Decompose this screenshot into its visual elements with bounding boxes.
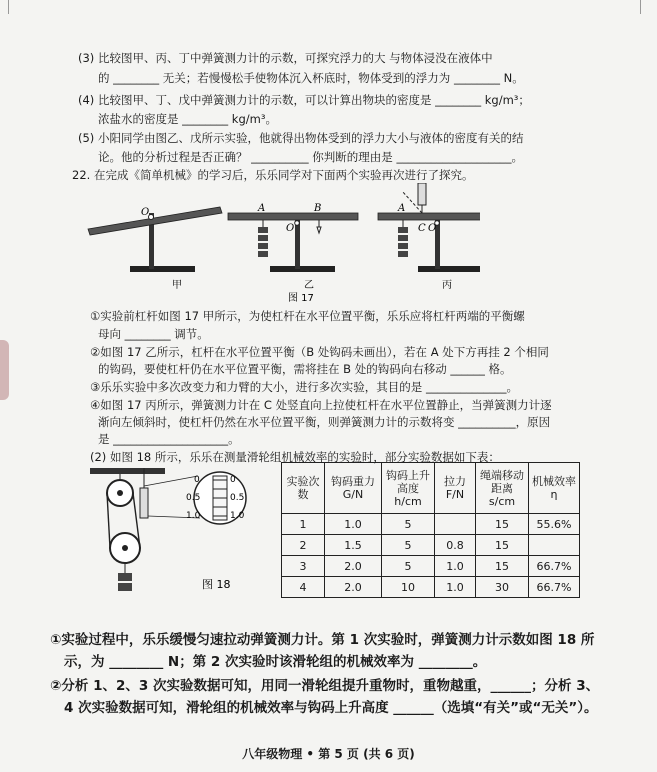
q22-intro: 22. 在完成《简单机械》的学习后，乐乐同学对下面两个实验再次进行了探究。 — [72, 168, 474, 182]
table-cell: 55.6% — [529, 514, 580, 535]
pivot-o-yi: O — [286, 223, 295, 234]
figure-17-caption: 图 17 — [288, 293, 314, 303]
table-cell: 15 — [476, 556, 529, 577]
corner-mark-left — [8, 0, 19, 14]
scale-05-right: 0.5 — [230, 493, 245, 503]
page-footer: 八年级物理 • 第 5 页 (共 6 页) — [242, 747, 415, 761]
q3-line1: (3) 比较图甲、丙、丁中弹簧测力计的示数，可探究浮力的大 与物体浸没在液体中 — [78, 51, 493, 65]
table-cell: 1.0 — [435, 556, 476, 577]
pivot-o-bing: O — [428, 223, 437, 234]
pivot-o-jia: O — [141, 207, 150, 218]
scale-10: 1.0 — [186, 511, 201, 521]
table-row — [282, 514, 580, 535]
header-cell: 实验次数 — [282, 463, 325, 514]
table-cell: 66.7% — [529, 556, 580, 577]
label-jia: 甲 — [172, 280, 182, 291]
scale-05: 0.5 — [186, 493, 201, 503]
q22-p1-line2: 母向 ________ 调节。 — [98, 327, 209, 341]
header-cell: 拉力 F/N — [435, 463, 476, 514]
table-cell: 1 — [282, 514, 325, 535]
table-cell: 30 — [476, 577, 529, 598]
table-cell: 1.0 — [325, 514, 382, 535]
table-cell: 1.0 — [435, 577, 476, 598]
table-cell: 2.0 — [325, 577, 382, 598]
q3-line2: 的 ________ 无关；若慢慢松手使物体沉入杯底时，物体受到的浮力为 ________ N。 — [98, 71, 524, 85]
table-cell: 1.5 — [325, 535, 382, 556]
table-cell — [435, 514, 476, 535]
point-a-bing: A — [398, 203, 406, 214]
q5-line1: (5) 小阳同学由图乙、戊所示实验，他就得出物体受到的浮力大小与液体的密度有关的结 — [78, 131, 524, 145]
q22-p2-line1: ②如图 17 乙所示，杠杆在水平位置平衡（B 处钩码未画出），若在 A 处下方再挂 2 个相同 — [90, 345, 549, 359]
q22-b2-line1: ②分析 1、2、3 次实验数据可知，用同一滑轮组提升重物时，重物越重，______；分析 3、 — [50, 678, 600, 694]
table-cell: 66.7% — [529, 577, 580, 598]
q22-p2-line2: 的钩码，要使杠杆仍在水平位置平衡，需将挂在 B 处的钩码向右移动 ______ 格。 — [98, 362, 512, 376]
q4-line1: (4) 比较图甲、丁、戊中弹簧测力计的示数，可以计算出物块的密度是 ________ kg/m³； — [78, 93, 530, 107]
table-cell: 15 — [476, 535, 529, 556]
header-cell: 钩码上升高度 h/cm — [382, 463, 435, 514]
header-cell: 机械效率 η — [529, 463, 580, 514]
scale-10-right: 1.0 — [230, 511, 245, 521]
point-b-yi: B — [314, 203, 322, 214]
q22-p3: ③乐乐实验中多次改变力和力臂的大小，进行多次实验，其目的是 ______________。 — [90, 380, 518, 394]
table-row — [282, 577, 580, 598]
lever-bing — [378, 183, 480, 272]
corner-mark-right — [640, 0, 651, 14]
figure-17 — [80, 183, 480, 303]
scale-0-right: 0 — [230, 475, 236, 485]
header-cell: 钩码重力 G/N — [325, 463, 382, 514]
q22-p4-line3: 是 ____________________。 — [98, 432, 240, 446]
q22-b1-line2: 示，为 ________ N；第 2 次实验时该滑轮组的机械效率为 ________。 — [64, 654, 487, 670]
table-cell: 10 — [382, 577, 435, 598]
lever-yi — [228, 203, 358, 272]
table-cell: 4 — [282, 577, 325, 598]
q22-b2-line2: 4 次实验数据可知，滑轮组的机械效率与钩码上升高度 ______（选填“有关”或“无关”）。 — [64, 700, 598, 716]
table-cell: 0.8 — [435, 535, 476, 556]
q22-p1-line1: ①实验前杠杆如图 17 甲所示，为使杠杆在水平位置平衡，乐乐应将杠杆两端的平衡螺 — [90, 309, 525, 323]
page-edge-shadow — [0, 340, 9, 400]
table-cell: 2 — [282, 535, 325, 556]
table-cell: 3 — [282, 556, 325, 577]
label-bing: 丙 — [442, 280, 452, 291]
q5-line2: 论。他的分析过程是否正确？ __________ 你判断的理由是 ____________________。 — [98, 150, 523, 164]
table-cell: 5 — [382, 556, 435, 577]
scale-0: 0 — [194, 475, 200, 485]
point-c-bing: C — [418, 223, 426, 234]
table-cell: 2.0 — [325, 556, 382, 577]
q22-b1-line1: ①实验过程中，乐乐缓慢匀速拉动弹簧测力计。第 1 次实验时，弹簧测力计示数如图 18 所 — [50, 632, 595, 648]
table-cell: 5 — [382, 514, 435, 535]
table-row — [282, 556, 580, 577]
header-cell: 绳端移动距离 s/cm — [476, 463, 529, 514]
q22-p4-line1: ④如图 17 丙所示，弹簧测力计在 C 处竖直向上拉使杠杆在水平位置静止，当弹簧测力计逐 — [90, 398, 552, 412]
table-cell: 5 — [382, 535, 435, 556]
lever-jia — [88, 207, 222, 272]
q22-part2-intro: (2) 如图 18 所示，乐乐在测量滑轮组机械效率的实验时，部分实验数据如下表： — [90, 450, 500, 464]
label-yi: 乙 — [304, 280, 314, 291]
ceiling — [90, 468, 165, 474]
table-row — [282, 535, 580, 556]
table-header-row — [282, 463, 580, 514]
point-a-yi: A — [258, 203, 266, 214]
data-table — [281, 462, 580, 598]
q4-line2: 浓盐水的密度是 ________ kg/m³。 — [98, 112, 277, 126]
table-cell — [529, 535, 580, 556]
q22-p4-line2: 渐向左倾斜时，使杠杆仍然在水平位置平衡，则弹簧测力计的示数将变 __________，原因 — [98, 415, 551, 429]
figure-18-caption: 图 18 — [202, 578, 231, 591]
figure-18 — [90, 468, 270, 608]
table-cell: 15 — [476, 514, 529, 535]
